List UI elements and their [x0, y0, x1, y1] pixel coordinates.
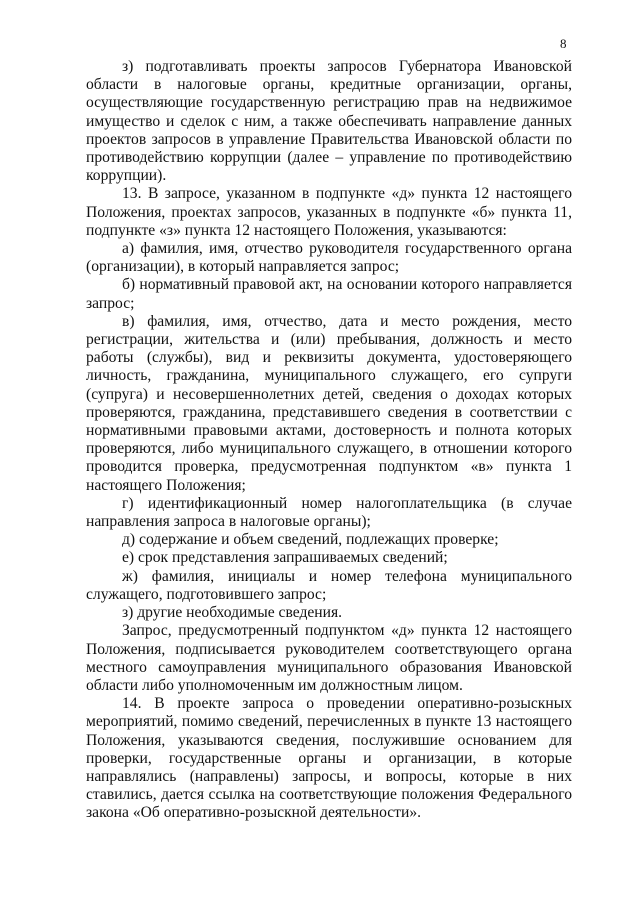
paragraph-subitem-zh: ж) фамилия, инициалы и номер телефона муниципального служащего, подготовившего запрос;	[86, 567, 572, 603]
paragraph-subitem-b: б) нормативный правовой акт, на основании которого направляется запрос;	[86, 276, 572, 312]
paragraph-subitem-v: в) фамилия, имя, отчество, дата и место рождения, место регистрации, жительства и (или) пребывания, должность и место работы (службы), вид и реквизиты документа, удостоверяющего личность, гражданина, муниципального служащего, его супруги (супруга) и несовершеннолетних детей, сведения о доходах которых проверяются, гражданина, представившего сведения в соответствии с нормативными правовыми актами, достоверность и полнота которых проверяются, либо муниципального служащего, в отношении которого проводится проверка, предусмотренная подпунктом «в» пункта 1 настоящего Положения;	[86, 312, 572, 494]
paragraph-item-13: 13. В запросе, указанном в подпункте «д» пункта 12 настоящего Положения, проектах запросов, указанных в подпункте «б» пункта 11, подпункте «з» пункта 12 настоящего Положения, указываются:	[86, 185, 572, 239]
paragraph-subitem-a: а) фамилия, имя, отчество руководителя государственного органа (организации), в который направляется запрос;	[86, 240, 572, 276]
paragraph-subitem-z-prepare-requests: з) подготавливать проекты запросов Губернатора Ивановской области в налоговые органы, кредитные организации, органы, осуществляющие государственную регистрацию прав на недвижимое имущество и сделок с ним, а также обеспечивать направление данных проектов запросов в управление Правительства Ивановской области по противодействию коррупции (далее – управление по противодействию коррупции).	[86, 58, 572, 185]
document-body	[86, 58, 572, 823]
paragraph-subitem-g: г) идентификационный номер налогоплательщика (в случае направления запроса в налоговые органы);	[86, 494, 572, 531]
paragraph-request-signature: Запрос, предусмотренный подпунктом «д» пункта 12 настоящего Положения, подписывается руководителем соответствующего органа местного самоуправления муниципального образования Ивановской области либо уполномоченным им должностным лицом.	[86, 622, 572, 694]
paragraph-subitem-d: д) содержание и объем сведений, подлежащих проверке;	[122, 531, 499, 549]
paragraph-item-14: 14. В проекте запроса о проведении оперативно-розыскных мероприятий, помимо сведений, перечисленных в пункте 13 настоящего Положения, указываются сведения, послужившие основанием для проверки, государственные органы и организации, в которые направлялись (направлены) запросы, и вопросы, которые в них ставились, дается ссылка на соответствующие положения Федерального закона «Об оперативно-розыскной деятельности».	[86, 695, 572, 822]
paragraph-subitem-z-other: з) другие необходимые сведения.	[122, 604, 343, 622]
page-number: 8	[560, 36, 567, 51]
paragraph-subitem-e: е) срок представления запрашиваемых сведений;	[122, 549, 448, 567]
